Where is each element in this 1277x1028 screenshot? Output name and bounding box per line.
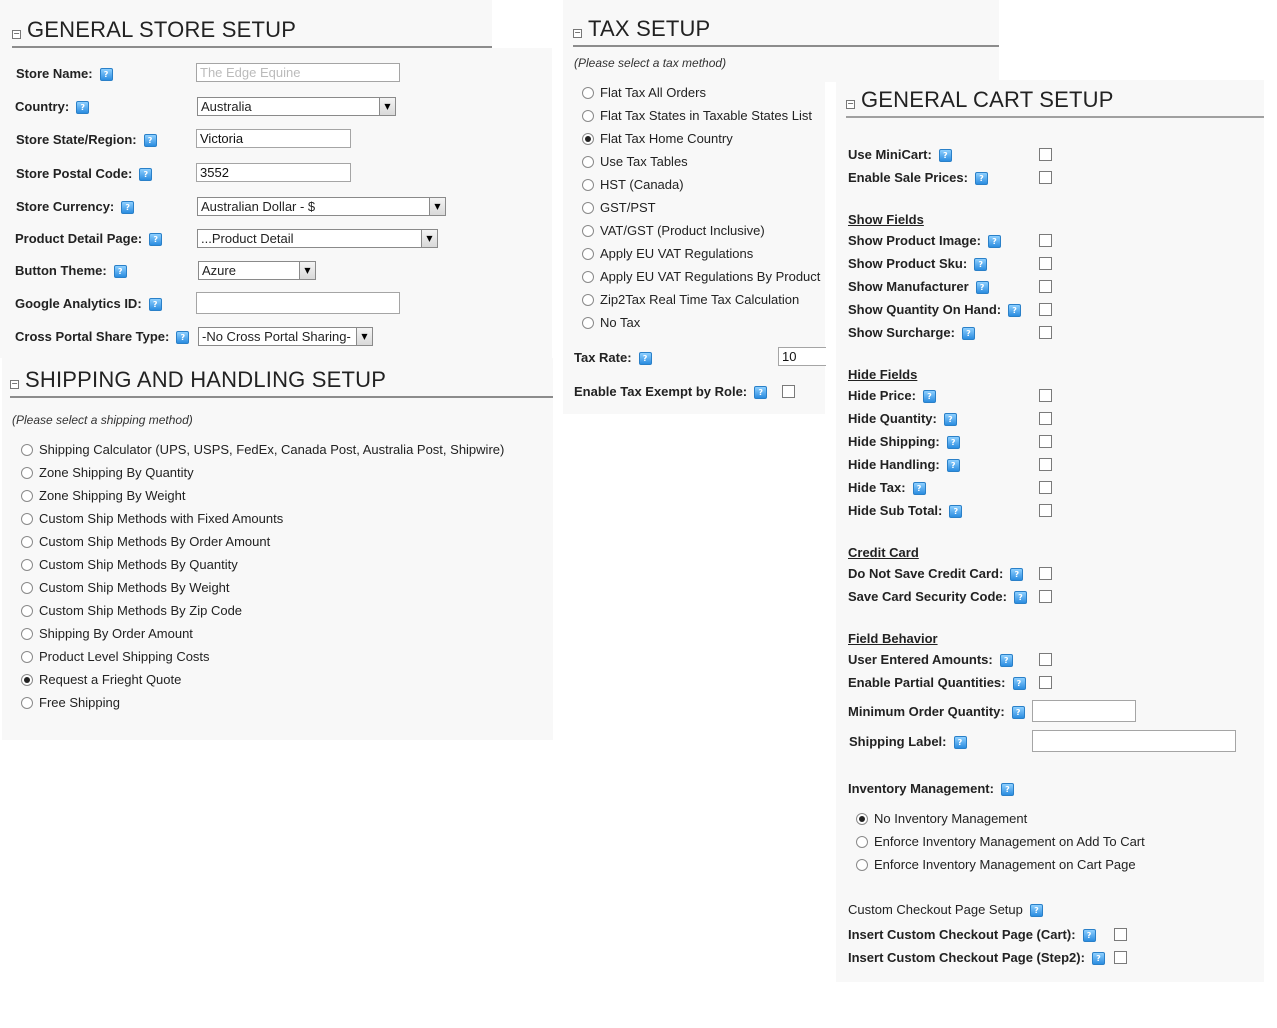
use-minicart-label: Use MiniCart: ? <box>848 147 952 162</box>
tax-method-option[interactable] <box>582 292 799 307</box>
enable-sale-prices-checkbox[interactable] <box>1039 171 1052 184</box>
country-label: Country: ? <box>15 99 89 114</box>
hide-shipping-checkbox[interactable] <box>1039 435 1052 448</box>
store-state-label: Store State/Region: ? <box>16 132 157 147</box>
insert-checkout-step2-label: Insert Custom Checkout Page (Step2): ? <box>848 950 1105 965</box>
credit-card-heading: Credit Card <box>848 545 919 560</box>
collapse-toggle-icon[interactable]: − <box>11 379 18 388</box>
hide-tax-label: Hide Tax: ? <box>848 480 926 495</box>
tax-exempt-checkbox[interactable] <box>782 385 795 398</box>
tax-method-radio[interactable] <box>582 110 594 122</box>
shipping-method-radio[interactable] <box>21 513 33 525</box>
info-icon[interactable]: ? <box>76 101 89 114</box>
shipping-method-radio[interactable] <box>21 697 33 709</box>
inventory-option[interactable] <box>856 834 1145 849</box>
tax-method-radio[interactable] <box>582 87 594 99</box>
tax-method-option-label: HST (Canada) <box>600 177 684 192</box>
tax-method-option[interactable] <box>582 85 706 100</box>
shipping-method-option-label: Product Level Shipping Costs <box>39 649 210 664</box>
min-order-qty-input[interactable] <box>1032 700 1136 722</box>
show-product-sku-label: Show Product Sku: ? <box>848 256 987 271</box>
shipping-method-radio[interactable] <box>21 651 33 663</box>
tax-hint: (Please select a tax method) <box>574 56 727 70</box>
tax-method-option-label: Apply EU VAT Regulations <box>600 246 754 261</box>
tax-method-option-label: Flat Tax All Orders <box>600 85 706 100</box>
store-state-input[interactable] <box>196 129 351 148</box>
product-detail-page-select[interactable]: ...Product Detail ▼ <box>197 229 438 248</box>
use-minicart-checkbox[interactable] <box>1039 148 1052 161</box>
store-currency-label: Store Currency: ? <box>16 199 134 214</box>
info-icon[interactable]: ? <box>962 327 975 340</box>
show-product-sku-checkbox[interactable] <box>1039 257 1052 270</box>
section-title: SHIPPING AND HANDLING SETUP <box>25 367 387 392</box>
hide-sub-total-checkbox[interactable] <box>1039 504 1052 517</box>
tax-method-radio[interactable] <box>582 202 594 214</box>
save-security-code-label: Save Card Security Code: ? <box>848 589 1027 604</box>
shipping-method-option[interactable] <box>21 603 242 618</box>
info-icon[interactable]: ? <box>176 331 189 344</box>
info-icon[interactable]: ? <box>944 413 957 426</box>
general-store-header <box>12 10 492 48</box>
hide-quantity-checkbox[interactable] <box>1039 412 1052 425</box>
tax-method-option[interactable] <box>582 177 684 192</box>
shipping-method-option-label: Zone Shipping By Weight <box>39 488 186 503</box>
section-title: GENERAL CART SETUP <box>861 87 1114 112</box>
shipping-method-radio[interactable] <box>21 582 33 594</box>
info-icon[interactable]: ? <box>1012 706 1025 719</box>
info-icon[interactable]: ? <box>121 201 134 214</box>
chevron-down-icon: ▼ <box>299 262 315 279</box>
inventory-option-label: Enforce Inventory Management on Cart Page <box>874 857 1136 872</box>
hide-fields-heading: Hide Fields <box>848 367 918 382</box>
shipping-method-option[interactable] <box>21 534 270 549</box>
info-icon[interactable]: ? <box>939 149 952 162</box>
tax-method-option-label: No Tax <box>600 315 641 330</box>
chevron-down-icon: ▼ <box>429 198 445 215</box>
info-icon[interactable]: ? <box>976 281 989 294</box>
shipping-label-label: Shipping Label: ? <box>849 734 967 749</box>
store-name-input[interactable] <box>196 63 400 82</box>
inventory-option-label: Enforce Inventory Management on Add To Cart <box>874 834 1145 849</box>
shipping-method-option[interactable] <box>21 580 230 595</box>
shipping-method-option-label: Shipping By Order Amount <box>39 626 193 641</box>
shipping-method-option-label: Custom Ship Methods with Fixed Amounts <box>39 511 284 526</box>
tax-method-option[interactable] <box>582 269 820 284</box>
show-product-image-label: Show Product Image: ? <box>848 233 1001 248</box>
info-icon[interactable]: ? <box>1014 591 1027 604</box>
shipping-method-radio[interactable] <box>21 559 33 571</box>
shipping-method-option[interactable] <box>21 465 194 480</box>
info-icon[interactable]: ? <box>974 258 987 271</box>
shipping-panel <box>2 358 553 740</box>
info-icon[interactable]: ? <box>947 436 960 449</box>
shipping-method-option[interactable] <box>21 511 283 526</box>
shipping-method-option[interactable] <box>21 626 193 641</box>
hide-handling-label: Hide Handling: ? <box>848 457 960 472</box>
do-not-save-cc-checkbox[interactable] <box>1039 567 1052 580</box>
shipping-method-option-label: Custom Ship Methods By Weight <box>39 580 230 595</box>
insert-checkout-cart-checkbox[interactable] <box>1114 928 1127 941</box>
shipping-method-radio[interactable] <box>21 536 33 548</box>
shipping-method-radio[interactable] <box>21 628 33 640</box>
enable-sale-prices-label: Enable Sale Prices: ? <box>848 170 988 185</box>
shipping-method-radio[interactable] <box>21 467 33 479</box>
shipping-method-option-label: Shipping Calculator (UPS, USPS, FedEx, Canada Post, Australia Post, Shipwire) <box>39 442 505 457</box>
shipping-method-option-label: Zone Shipping By Quantity <box>39 465 194 480</box>
info-icon[interactable]: ? <box>100 68 113 81</box>
do-not-save-cc-label: Do Not Save Credit Card: ? <box>848 566 1023 581</box>
tax-method-radio[interactable] <box>582 225 594 237</box>
insert-checkout-cart-label: Insert Custom Checkout Page (Cart): ? <box>848 927 1096 942</box>
product-detail-page-label: Product Detail Page: ? <box>15 231 162 246</box>
inventory-radio[interactable] <box>856 836 868 848</box>
info-icon[interactable]: ? <box>144 134 157 147</box>
cart-panel <box>836 80 1264 982</box>
shipping-method-radio[interactable] <box>21 490 33 502</box>
google-analytics-input[interactable] <box>196 292 400 314</box>
enable-partial-quantities-checkbox[interactable] <box>1039 676 1052 689</box>
custom-checkout-heading: Custom Checkout Page Setup ? <box>848 902 1043 917</box>
min-order-qty-label: Minimum Order Quantity: ? <box>848 704 1025 719</box>
user-entered-amounts-checkbox[interactable] <box>1039 653 1052 666</box>
inventory-option[interactable] <box>856 811 1027 826</box>
shipping-method-option[interactable] <box>21 672 181 687</box>
tax-method-option-label: GST/PST <box>600 200 656 215</box>
shipping-method-option[interactable] <box>21 695 120 710</box>
tax-rate-input[interactable] <box>778 347 826 366</box>
show-manufacturer-checkbox[interactable] <box>1039 280 1052 293</box>
enable-partial-quantities-label: Enable Partial Quantities: ? <box>848 675 1026 690</box>
hide-tax-checkbox[interactable] <box>1039 481 1052 494</box>
show-product-image-checkbox[interactable] <box>1039 234 1052 247</box>
inventory-option[interactable] <box>856 857 1136 872</box>
hide-price-checkbox[interactable] <box>1039 389 1052 402</box>
button-theme-label: Button Theme: ? <box>15 263 127 278</box>
tax-method-option[interactable] <box>582 223 765 238</box>
show-quantity-on-hand-checkbox[interactable] <box>1039 303 1052 316</box>
info-icon[interactable]: ? <box>754 386 767 399</box>
chevron-down-icon: ▼ <box>421 230 437 247</box>
tax-method-option[interactable] <box>582 246 753 261</box>
collapse-toggle-icon[interactable]: − <box>574 28 581 37</box>
show-fields-heading: Show Fields <box>848 212 924 227</box>
postal-code-label: Store Postal Code: ? <box>16 166 152 181</box>
info-icon[interactable]: ? <box>1083 929 1096 942</box>
cart-header <box>846 80 1264 118</box>
tax-method-option[interactable] <box>582 315 640 330</box>
hide-price-label: Hide Price: ? <box>848 388 936 403</box>
cross-portal-label: Cross Portal Share Type: ? <box>15 329 189 344</box>
shipping-method-radio[interactable] <box>21 674 33 686</box>
store-name-label: Store Name: ? <box>16 66 113 81</box>
tax-method-radio[interactable] <box>582 317 594 329</box>
inventory-management-label: Inventory Management: ? <box>848 781 1014 796</box>
inventory-option-label: No Inventory Management <box>874 811 1028 826</box>
insert-checkout-step2-checkbox[interactable] <box>1114 951 1127 964</box>
shipping-label-input[interactable] <box>1032 730 1236 752</box>
tax-method-option[interactable] <box>582 108 812 123</box>
tax-method-option-label: Apply EU VAT Regulations By Product <box>600 269 821 284</box>
shipping-method-option-label: Free Shipping <box>39 695 120 710</box>
show-manufacturer-label: Show Manufacturer ? <box>848 279 989 294</box>
tax-method-option-label: Zip2Tax Real Time Tax Calculation <box>600 292 800 307</box>
info-icon[interactable]: ? <box>975 172 988 185</box>
tax-exempt-label: Enable Tax Exempt by Role: ? <box>574 384 767 399</box>
shipping-header <box>10 358 553 398</box>
chevron-down-icon: ▼ <box>379 98 395 115</box>
info-icon[interactable]: ? <box>139 168 152 181</box>
field-behavior-heading: Field Behavior <box>848 631 938 646</box>
currency-select[interactable]: Australian Dollar - $ ▼ <box>197 197 446 216</box>
hide-shipping-label: Hide Shipping: ? <box>848 434 960 449</box>
shipping-method-option[interactable] <box>21 649 210 664</box>
info-icon[interactable]: ? <box>947 459 960 472</box>
info-icon[interactable]: ? <box>949 505 962 518</box>
show-surcharge-label: Show Surcharge: ? <box>848 325 975 340</box>
info-icon[interactable]: ? <box>1030 904 1043 917</box>
tax-method-radio[interactable] <box>582 294 594 306</box>
shipping-method-radio[interactable] <box>21 444 33 456</box>
tax-method-option[interactable] <box>582 200 656 215</box>
info-icon[interactable]: ? <box>1010 568 1023 581</box>
tax-method-radio[interactable] <box>582 133 594 145</box>
collapse-toggle-icon[interactable]: − <box>13 29 20 38</box>
hide-quantity-label: Hide Quantity: ? <box>848 411 957 426</box>
shipping-method-option[interactable] <box>21 442 504 457</box>
google-analytics-label: Google Analytics ID: ? <box>15 296 162 311</box>
info-icon[interactable]: ? <box>149 233 162 246</box>
info-icon[interactable]: ? <box>988 235 1001 248</box>
tax-method-radio[interactable] <box>582 271 594 283</box>
collapse-toggle-icon[interactable]: − <box>847 99 854 108</box>
postal-code-input[interactable] <box>196 163 351 182</box>
cross-portal-select[interactable]: -No Cross Portal Sharing- ▼ <box>198 327 373 346</box>
panel-notch <box>492 0 552 48</box>
section-title: TAX SETUP <box>588 16 711 41</box>
tax-method-option[interactable] <box>582 154 688 169</box>
info-icon[interactable]: ? <box>149 298 162 311</box>
tax-method-option-label: Use Tax Tables <box>600 154 688 169</box>
button-theme-select[interactable]: Azure ▼ <box>198 261 316 280</box>
info-icon[interactable]: ? <box>114 265 127 278</box>
tax-method-option[interactable] <box>582 131 733 146</box>
info-icon[interactable]: ? <box>1092 952 1105 965</box>
tax-method-option-label: Flat Tax States in Taxable States List <box>600 108 812 123</box>
inventory-radio[interactable] <box>856 859 868 871</box>
info-icon[interactable]: ? <box>1008 304 1021 317</box>
shipping-method-option-label: Request a Frieght Quote <box>39 672 182 687</box>
info-icon[interactable]: ? <box>1001 783 1014 796</box>
save-security-code-checkbox[interactable] <box>1039 590 1052 603</box>
user-entered-amounts-label: User Entered Amounts: ? <box>848 652 1013 667</box>
shipping-method-option-label: Custom Ship Methods By Zip Code <box>39 603 243 618</box>
tax-header <box>573 9 999 47</box>
info-icon[interactable]: ? <box>913 482 926 495</box>
inventory-radio[interactable] <box>856 813 868 825</box>
tax-method-radio[interactable] <box>582 179 594 191</box>
shipping-hint: (Please select a shipping method) <box>12 413 193 427</box>
show-surcharge-checkbox[interactable] <box>1039 326 1052 339</box>
tax-method-radio[interactable] <box>582 248 594 260</box>
info-icon[interactable]: ? <box>1000 654 1013 667</box>
chevron-down-icon: ▼ <box>356 328 372 345</box>
shipping-method-option-label: Custom Ship Methods By Order Amount <box>39 534 271 549</box>
section-title: GENERAL STORE SETUP <box>27 17 297 42</box>
info-icon[interactable]: ? <box>639 352 652 365</box>
info-icon[interactable]: ? <box>954 736 967 749</box>
tax-rate-label: Tax Rate: ? <box>574 350 652 365</box>
general-store-panel <box>0 0 552 358</box>
shipping-method-option-label: Custom Ship Methods By Quantity <box>39 557 238 572</box>
tax-method-radio[interactable] <box>582 156 594 168</box>
show-quantity-on-hand-label: Show Quantity On Hand: ? <box>848 302 1021 317</box>
shipping-method-radio[interactable] <box>21 605 33 617</box>
shipping-method-option[interactable] <box>21 557 238 572</box>
hide-handling-checkbox[interactable] <box>1039 458 1052 471</box>
country-select[interactable]: Australia ▼ <box>197 97 396 116</box>
tax-method-option-label: VAT/GST (Product Inclusive) <box>600 223 765 238</box>
shipping-method-option[interactable] <box>21 488 185 503</box>
hide-sub-total-label: Hide Sub Total: ? <box>848 503 962 518</box>
tax-method-option-label: Flat Tax Home Country <box>600 131 733 146</box>
info-icon[interactable]: ? <box>923 390 936 403</box>
info-icon[interactable]: ? <box>1013 677 1026 690</box>
